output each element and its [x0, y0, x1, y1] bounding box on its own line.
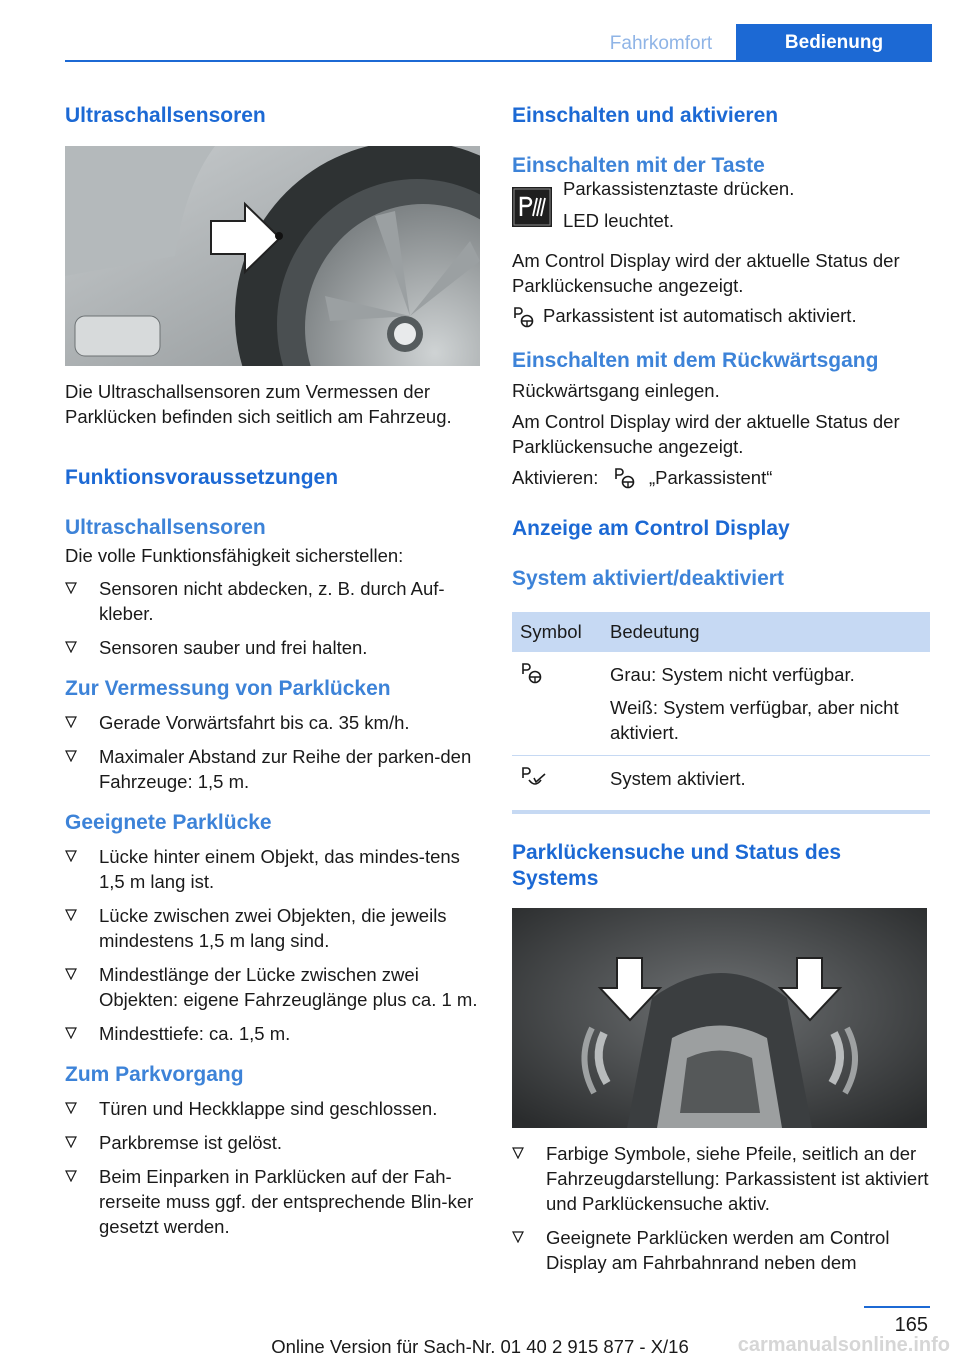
list-item-text: Maximaler Abstand zur Reihe der parken-den Fahrzeuge: 1,5 m. [99, 746, 472, 792]
parking-assistant-icon [512, 306, 536, 328]
list-item-text: Lücke hinter einem Objekt, das mindes-tens 1,5 m lang ist. [99, 846, 460, 892]
taste-block [512, 178, 930, 241]
tab-fahrkomfort: Fahrkomfort [609, 33, 713, 54]
list-item [512, 1225, 930, 1275]
bullet-triangle-icon [65, 641, 77, 653]
page-header [0, 0, 960, 62]
list-item [65, 1130, 480, 1155]
status-text-2: Am Control Display wird der aktuelle Status der Parklückensuche angezeigt. [512, 411, 900, 457]
table-cell-text: Weiß: System verfügbar, aber nicht aktiviert. [610, 697, 899, 743]
taste-line-2: LED leuchtet. [563, 210, 675, 231]
table-cell-text: Grau: System nicht verfügbar. [610, 664, 855, 685]
list-item [65, 1096, 480, 1121]
bullet-triangle-icon [512, 1231, 524, 1243]
parking-assistant-active-icon [520, 766, 548, 788]
heading-ultraschallsensoren: Ultraschallsensoren [65, 104, 266, 127]
online-version-text: Online Version für Sach-Nr. 01 40 2 915 877 - X/16 [271, 1336, 689, 1357]
subheading-system: System aktiviert/deaktiviert [512, 567, 784, 590]
table-header-row [512, 612, 930, 652]
list-item-text: Lücke zwischen zwei Objekten, die jeweils mindestens 1,5 m lang sind. [99, 905, 447, 951]
heading-anzeige: Anzeige am Control Display [512, 517, 790, 540]
table-cell-bedeutung [602, 652, 930, 756]
heading-funktionsvoraussetzungen: Funktionsvoraussetzungen [65, 466, 339, 489]
list-item-text: Sensoren sauber und frei halten. [99, 637, 368, 658]
left-column [65, 100, 480, 1248]
ultrasonic-sensor-photo [65, 146, 480, 366]
bullet-triangle-icon [65, 716, 77, 728]
bullet-triangle-icon [65, 1170, 77, 1182]
bullet-triangle-icon [512, 1147, 524, 1159]
table-header-symbol: Symbol [512, 612, 602, 652]
list-sensoren [65, 576, 480, 660]
subheading-vermessung: Zur Vermessung von Parklücken [65, 677, 391, 700]
list-item [65, 844, 480, 894]
page-number: 165 [894, 1314, 928, 1336]
auto-activated-line [512, 303, 930, 331]
table-cell-bedeutung: System aktiviert. [602, 756, 930, 813]
list-vermessung [65, 710, 480, 794]
list-item [65, 635, 480, 660]
list-item [65, 576, 480, 626]
list-item-text: Sensoren nicht abdecken, z. B. durch Auf-kleber. [99, 578, 445, 624]
aktivieren-label: Aktivieren: [512, 467, 599, 488]
status-text-1: Am Control Display wird der aktuelle Status der Parklückensuche angezeigt. [512, 250, 900, 296]
subheading-taste: Einschalten mit der Taste [512, 154, 765, 177]
bullet-triangle-icon [65, 909, 77, 921]
list-parkvorgang [65, 1096, 480, 1239]
subheading-rueckwaertsgang: Einschalten mit dem Rückwärtsgang [512, 349, 879, 372]
list-item [65, 903, 480, 953]
list-item [65, 962, 480, 1012]
table-cell-symbol [512, 652, 602, 756]
list-item-text: Mindesttiefe: ca. 1,5 m. [99, 1023, 291, 1044]
list-item-text: Türen und Heckklappe sind geschlossen. [99, 1098, 438, 1119]
list-suche [512, 1141, 930, 1275]
list-item-text: Beim Einparken in Parklücken auf der Fah-rerseite muss ggf. der entsprechende Blin-ker gesetzt werden. [99, 1166, 474, 1237]
watermark: carmanualsonline.info [737, 1334, 950, 1356]
auto-activated-text: Parkassistent ist automatisch aktiviert. [543, 305, 857, 326]
control-display-image [512, 908, 927, 1128]
aktivieren-value: „Parkassistent“ [649, 467, 773, 488]
bullet-triangle-icon [65, 582, 77, 594]
heading-einschalten: Einschalten und aktivieren [512, 104, 779, 127]
list-item-text: Farbige Symbole, siehe Pfeile, seitlich an der Fahrzeugdarstellung: Parkassistent ist aktiviert und Parklückensuche aktiv. [546, 1143, 929, 1214]
bullet-triangle-icon [65, 750, 77, 762]
table-cell-symbol [512, 756, 602, 813]
list-item [65, 1164, 480, 1239]
list-item-text: Parkbremse ist gelöst. [99, 1132, 283, 1153]
right-column [512, 100, 930, 1284]
aktivieren-line [512, 465, 930, 493]
list-item-text: Mindestlänge der Lücke zwischen zwei Objekten: eigene Fahrzeuglänge plus ca. 1 m. [99, 964, 478, 1010]
table-header-bedeutung: Bedeutung [602, 612, 930, 652]
bullet-triangle-icon [65, 850, 77, 862]
symbol-table [512, 612, 930, 814]
footer-rule [864, 1306, 930, 1308]
header-rule [65, 60, 932, 62]
table-row [512, 756, 930, 813]
subheading-ultraschallsensoren: Ultraschallsensoren [65, 516, 266, 539]
list-item [512, 1141, 930, 1216]
bullet-triangle-icon [65, 968, 77, 980]
parking-assistant-icon [520, 662, 544, 684]
list-item-text: Gerade Vorwärtsfahrt bis ca. 35 km/h. [99, 712, 410, 733]
tab-bedienung: Bedienung [736, 24, 932, 62]
bullet-triangle-icon [65, 1027, 77, 1039]
rueck-line: Rückwärtsgang einlegen. [512, 380, 720, 401]
list-item [65, 710, 480, 735]
subheading-geeignete-parkluecke: Geeignete Parklücke [65, 811, 272, 834]
bullet-triangle-icon [65, 1102, 77, 1114]
parking-assistant-icon [613, 467, 637, 489]
list-item-text: Geeignete Parklücken werden am Control Display am Fahrbahnrand neben dem [546, 1227, 890, 1273]
park-assist-button-icon [512, 187, 552, 227]
heading-parklueckensuche: Parklückensuche und Status des Systems [512, 841, 842, 890]
photo-caption: Die Ultraschallsensoren zum Vermessen der Parklücken befinden sich seitlich am Fahrzeug. [65, 381, 452, 427]
list-item [65, 744, 480, 794]
subheading-zum-parkvorgang: Zum Parkvorgang [65, 1063, 244, 1086]
bullet-triangle-icon [65, 1136, 77, 1148]
intro-funktion: Die volle Funktionsfähigkeit sicherstellen: [65, 545, 404, 566]
list-item [65, 1021, 480, 1046]
table-row [512, 652, 930, 756]
taste-line-1: Parkassistenztaste drücken. [563, 178, 795, 199]
list-geeignet [65, 844, 480, 1046]
